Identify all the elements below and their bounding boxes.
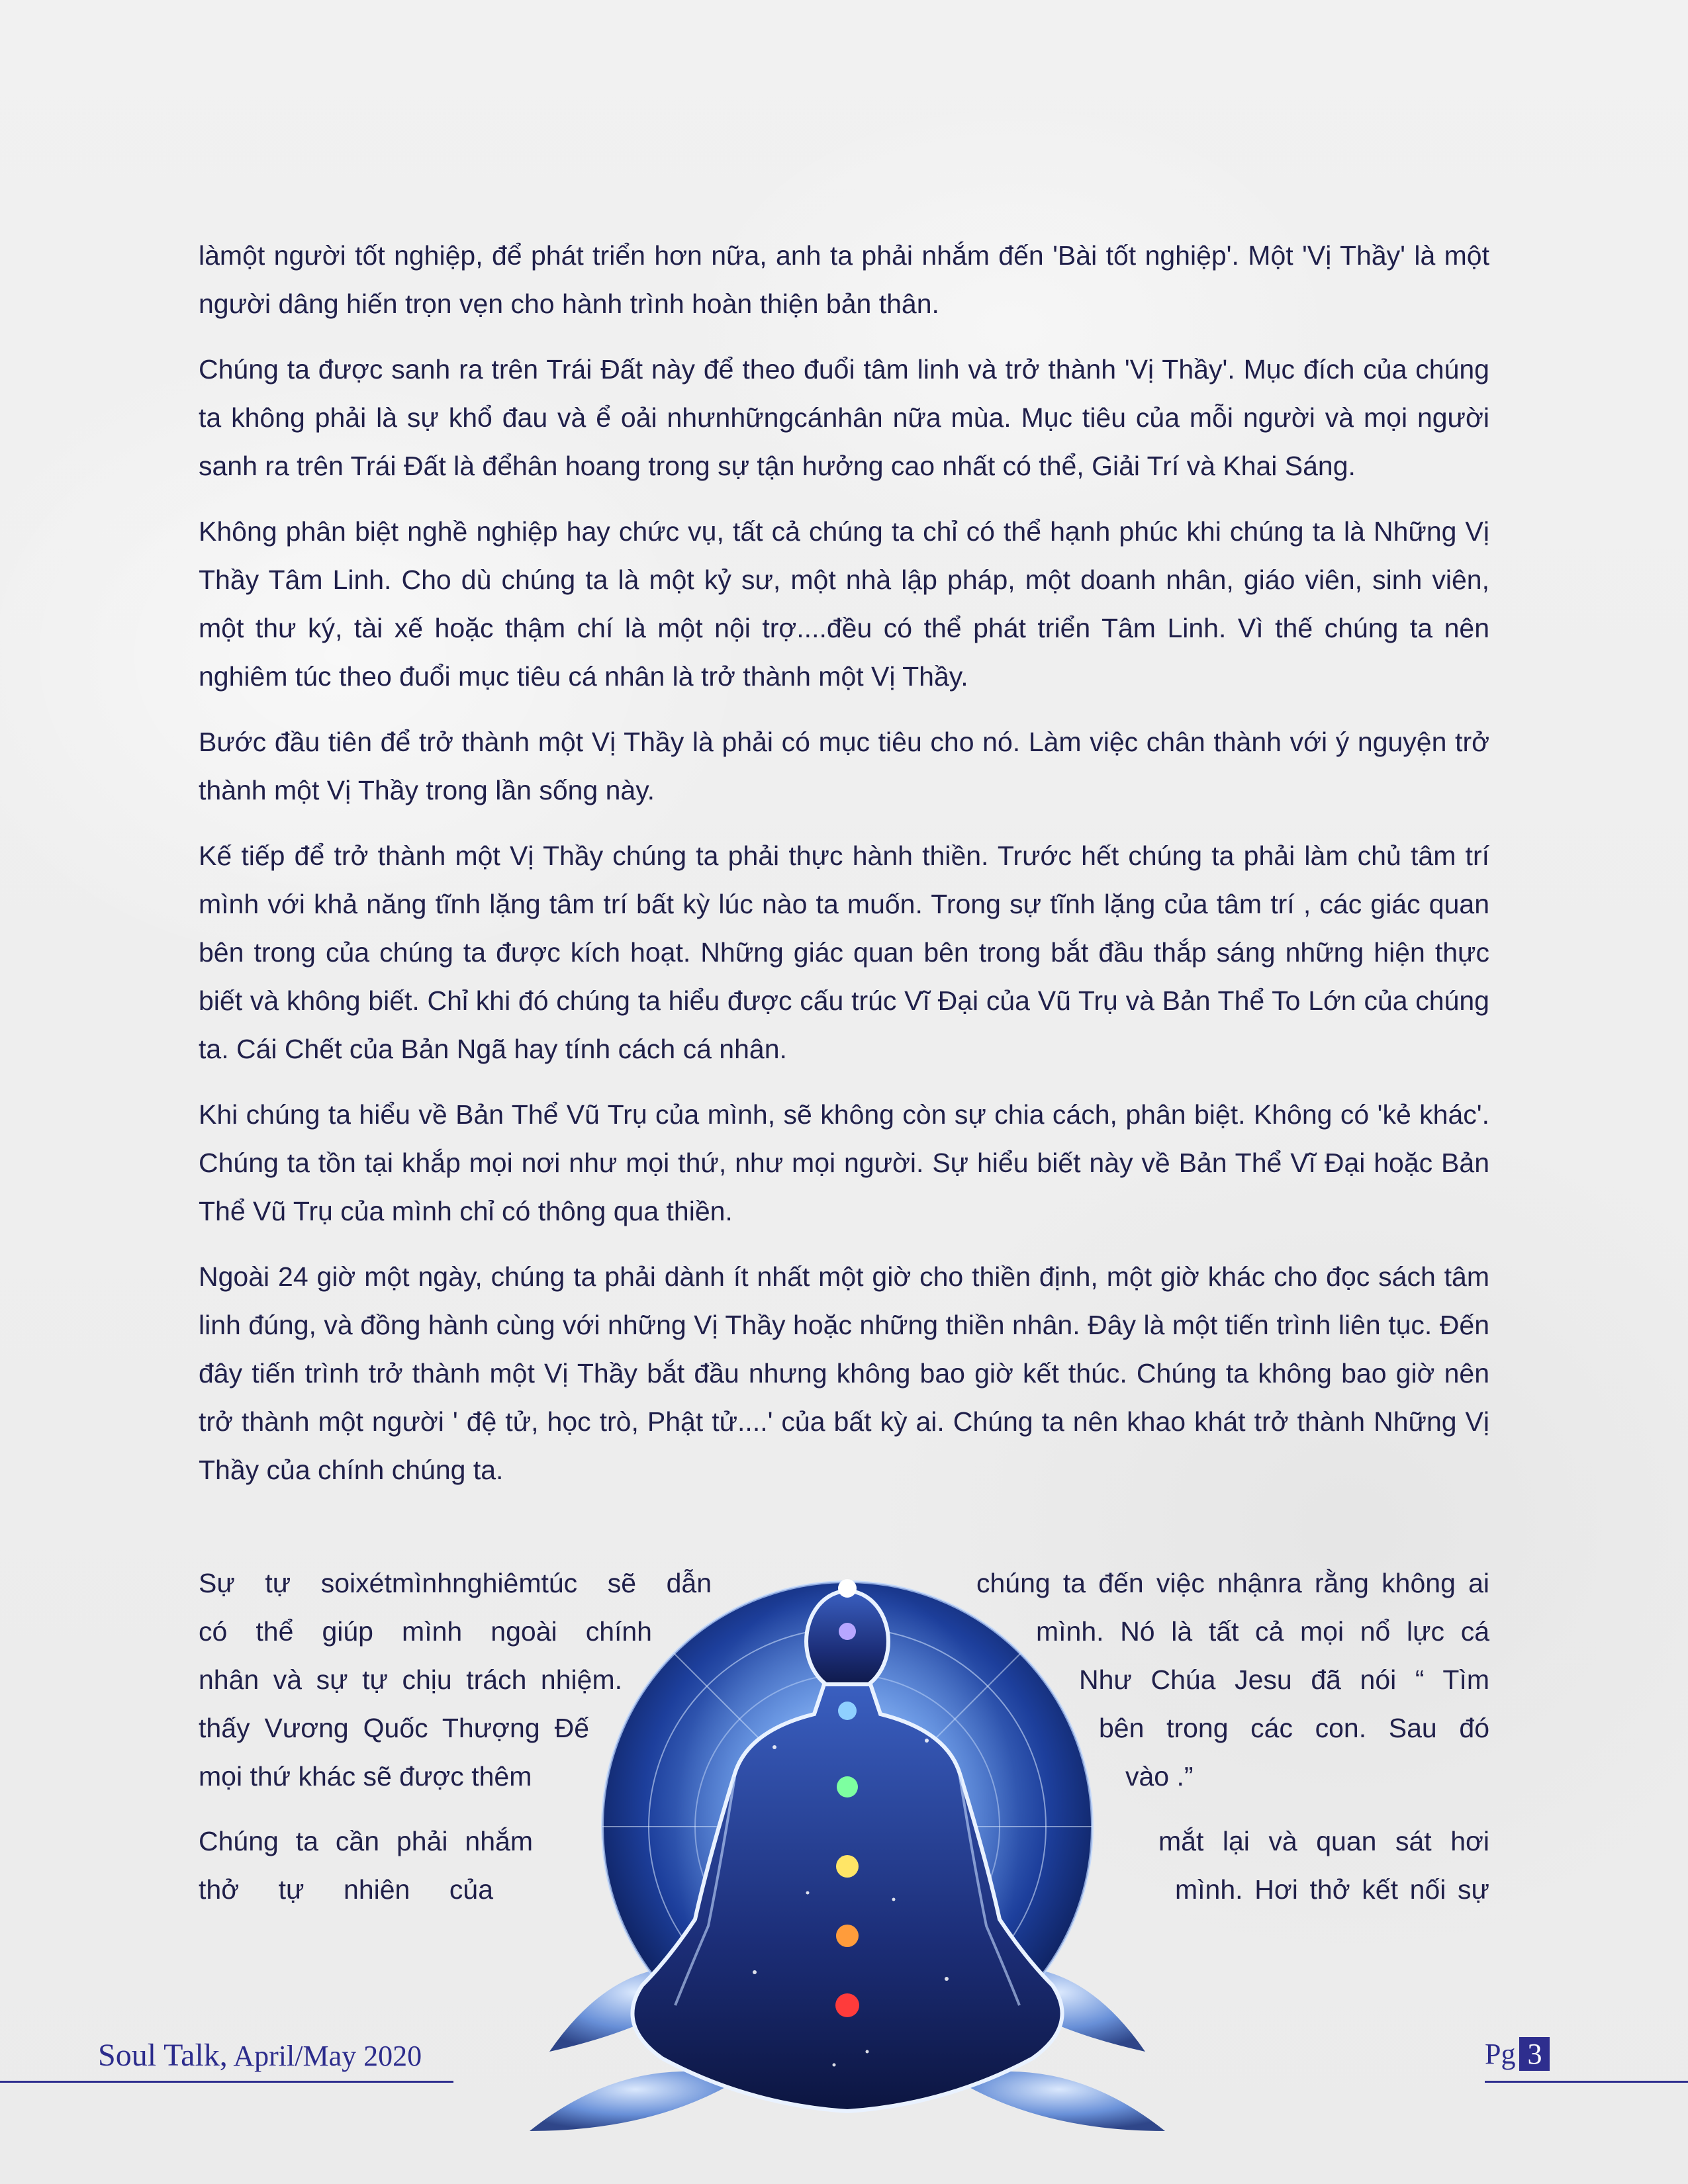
paragraph-7: Ngoài 24 giờ một ngày, chúng ta phải dành ít nhất một giờ cho thiền định, một giờ khác cho đọc sách tâm linh đúng, và đồng hành cùng với những Vị Thầy hoặc những thiền nhân. Đây là một tiến trình liên tục. Đến đây tiến trình trở thành một Vị Thầy bắt đầu nhưng không bao giờ kết thúc. Chúng ta không bao giờ nên trở thành một người ' đệ tử, học trò, Phật tử....' của bất kỳ ai. Chúng ta nên khao khát trở thành Những Vị Thầy của chính chúng ta. [199,1261,1489,1485]
footer-magazine-title [98,2037,422,2073]
wrapped-line-right: mình. Nó là tất cả mọi nổ lực cá [1036,1616,1489,1647]
wrapped-line-right: mắt lại và quan sát hơi [1158,1826,1489,1856]
wrapped-line-right: bên trong các con. Sau đó [1099,1713,1489,1743]
article-body [199,232,1489,1512]
page-footer [0,2037,1688,2090]
wrapped-line-right: vào .” [1125,1761,1194,1792]
paragraph-2: Chúng ta được sanh ra trên Trái Đất này để theo đuổi tâm linh và trở thành 'Vị Thầy'. Mục đích của chúng ta không phải là sự khổ đau và ể oải nhưnhữngcánhân nữa mùa. Mục tiêu của mỗi người và mọi người sanh ra trên Trái Đất là đểhân hoang trong sự tận hưởng cao nhất có thể, Giải Trí và Khai Sáng. [199,354,1489,481]
wrapped-line-left: thấy Vương Quốc Thượng Đế [199,1713,589,1743]
footer-rule-left [0,2081,453,2083]
wrapped-line-left: mọi thứ khác sẽ được thêm [199,1761,532,1792]
footer-page [1485,2037,1550,2071]
magazine-name: Soul Talk, [98,2038,228,2073]
wrapped-line-left: Sự tự soixétmìnhnghiêmtúc sẽ dẫn [199,1568,712,1598]
paragraph-4: Bước đầu tiên để trở thành một Vị Thầy là phải có mục tiêu cho nó. Làm việc chân thành với ý nguyện trở thành một Vị Thầy trong lần sống này. [199,727,1489,805]
wrapped-line-right: mình. Hơi thở kết nối sự [1175,1874,1489,1905]
footer-rule-right [1485,2081,1688,2083]
wrapped-line-left: Chúng ta cần phải nhắm [199,1826,533,1856]
issue-date: April/May 2020 [233,2040,422,2072]
paragraph-6: Khi chúng ta hiểu về Bản Thể Vũ Trụ của mình, sẽ không còn sự chia cách, phân biệt. Không có 'kẻ khác'. Chúng ta tồn tại khắp mọi nơi như mọi thứ, như mọi người. Sự hiểu biết này về Bản Thể Vĩ Đại hoặc Bản Thể Vũ Trụ của mình chỉ có thông qua thiền. [199,1099,1489,1226]
paragraph-3: Không phân biệt nghề nghiệp hay chức vụ, tất cả chúng ta chỉ có thể hạnh phúc khi chúng ta là Những Vị Thầy Tâm Linh. Cho dù chúng ta là một kỷ sư, một nhà lập pháp, một doanh nhân, giáo viên, sinh viên, một thư ký, tài xế hoặc thậm chí là một nội trợ....đều có thể phát triển Tâm Linh. Vì thế chúng ta nên nghiêm túc theo đuổi mục tiêu cá nhân là trở thành một Vị Thầy. [199,516,1489,692]
page-number: 3 [1519,2037,1550,2071]
page-label: Pg [1485,2038,1516,2070]
paragraph-1: làmột người tốt nghiệp, để phát triển hơn nữa, anh ta phải nhắm đến 'Bài tốt nghiệp'. Một 'Vị Thầy' là một người dâng hiến trọn vẹn cho hành trình hoàn thiện bản thân. [199,240,1489,319]
wrapped-line-left: nhân và sự tự chịu trách nhiệm. [199,1664,622,1695]
wrapped-line-right: Như Chúa Jesu đã nói “ Tìm [1079,1664,1489,1695]
wrapped-line-left: có thể giúp mình ngoài chính [199,1616,652,1647]
paragraph-5: Kế tiếp để trở thành một Vị Thầy chúng ta phải thực hành thiền. Trước hết chúng ta phải làm chủ tâm trí mình với khả năng tĩnh lặng tâm trí bất kỳ lúc nào ta muốn. Trong sự tĩnh lặng của tâm trí , các giác quan bên trong của chúng ta được kích hoạt. Những giác quan bên trong bắt đầu thắp sáng những hiện thực biết và không biết. Chỉ khi đó chúng ta hiểu được cấu trúc Vĩ Đại của Vũ Trụ và Bản Thể To Lớn của chúng ta. Cái Chết của Bản Ngã hay tính cách cá nhân. [199,841,1489,1064]
wrapped-line-right: chúng ta đến việc nhậnra rằng không ai [976,1568,1489,1598]
wrapped-line-left: thở tự nhiên của [199,1874,493,1905]
